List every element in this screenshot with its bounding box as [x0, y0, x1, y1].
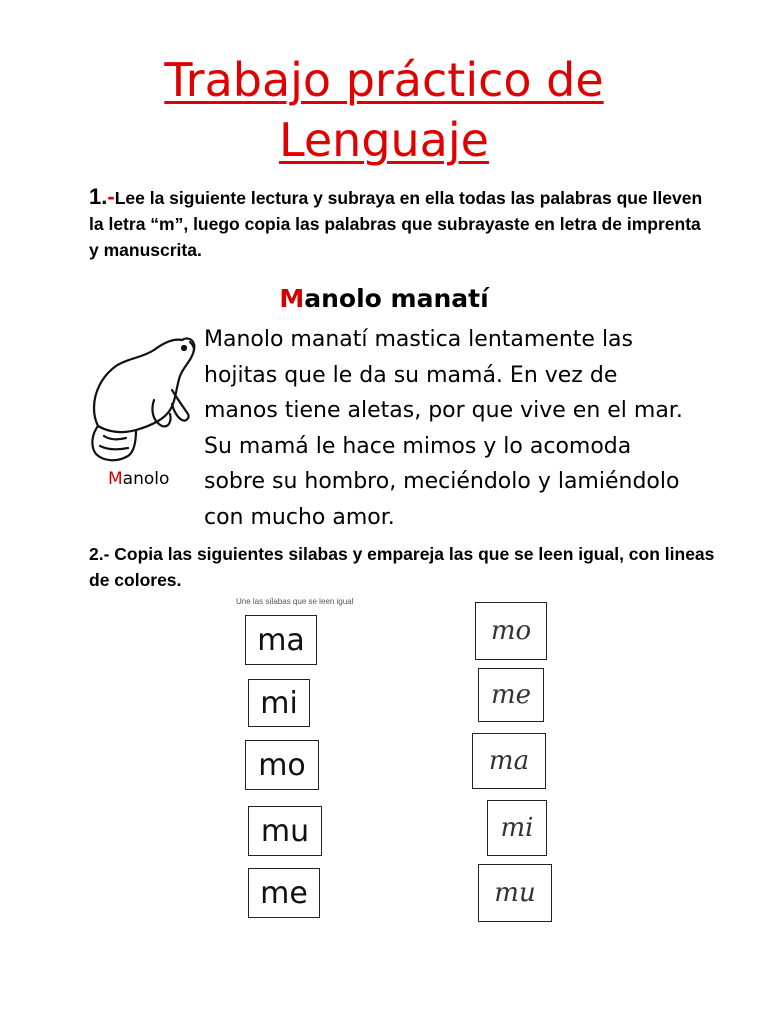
story-line: Su mamá le hace mimos y lo acomoda — [204, 433, 632, 459]
illustration-caption — [108, 469, 169, 489]
script-syllable-box: mu — [478, 864, 552, 922]
worksheet-heading: Une las sílabas que se leen igual — [236, 597, 354, 606]
print-syllable-box: mo — [245, 740, 319, 790]
exercise-1-number: 1. — [89, 184, 108, 209]
print-syllable-box: me — [248, 868, 320, 918]
exercise-1-text: Lee la siguiente lectura y subraya en ella todas las palabras que lleven la letra “m”, luego copia las palabras que subrayaste en letra de imprenta y manuscrita. — [89, 188, 703, 260]
story-line: con mucho amor. — [204, 504, 395, 530]
story-line: hojitas que le da su mamá. En vez de — [204, 362, 618, 388]
script-syllable-box: me — [478, 668, 544, 722]
print-syllable-box: mu — [248, 806, 322, 856]
caption-rest: anolo — [122, 469, 170, 489]
script-syllable-box: mo — [475, 602, 547, 660]
story-line: manos tiene aletas, por que vive en el mar. — [204, 398, 683, 423]
print-syllable-box: ma — [245, 615, 317, 665]
script-syllable-box: ma — [472, 733, 546, 789]
caption-initial: M — [108, 469, 123, 489]
story-title-initial: M — [279, 284, 305, 313]
title-line-1: Trabajo práctico de — [164, 53, 604, 107]
print-syllable-box: mi — [248, 679, 310, 727]
exercise-2-instructions: 2.- Copia las siguientes silabas y empareja las que se leen igual, con lineas de colores. — [89, 544, 715, 590]
story-line: Manolo manatí mastica lentamente las — [204, 327, 633, 352]
story-title-rest: anolo manatí — [304, 284, 489, 313]
title-line-2: Lenguaje — [279, 113, 489, 167]
page-title — [0, 50, 768, 170]
story-text — [204, 322, 744, 535]
story-title — [0, 284, 768, 313]
exercise-1-dash: - — [107, 184, 115, 209]
manatee-icon — [84, 330, 204, 470]
story-line: sobre su hombro, meciéndolo y lamiéndolo — [204, 469, 680, 494]
script-syllable-box: mi — [487, 800, 547, 856]
exercise-1-instructions — [89, 184, 709, 263]
